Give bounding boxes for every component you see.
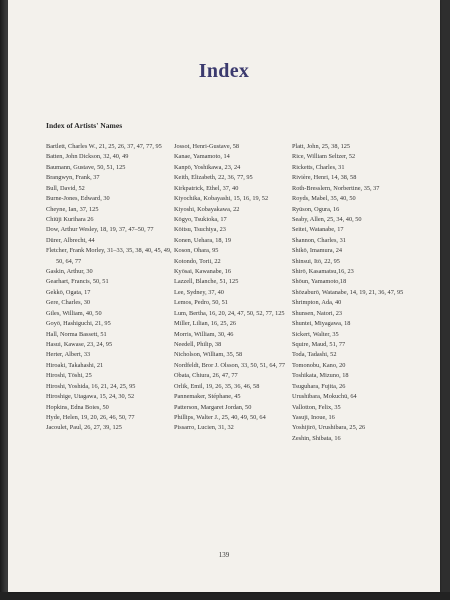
index-entry: Sickert, Walter, 35 [292,330,339,338]
index-entry: Kyōsai, Kawanabe, 16 [174,268,232,276]
index-entry: Kirkpatrick, Ethel, 37, 40 [174,184,239,192]
index-column-3 [292,142,420,444]
index-entry: Platt, John, 25, 38, 125 [292,143,351,150]
index-entry: Fletcher, Frank Morley, 31–33, 35, 38, 40, 45, 49, 50, 64, 77 [46,247,172,265]
index-entry: Lemos, Pedro, 50, 51 [174,299,228,307]
index-entry: Nicholson, William, 35, 58 [174,351,243,359]
index-entry: Kanae, Yamamoto, 14 [174,153,230,161]
page-title: Index [198,60,250,82]
index-entry: Burne-Jones, Edward, 30 [46,195,110,203]
book-page [8,0,440,592]
index-entry: Zeshin, Shibata, 16 [292,434,341,442]
index-entry: Pissarro, Lucien, 31, 32 [174,424,234,432]
index-entry: Shrimpton, Ada, 40 [292,299,342,307]
index-entry: Seaby, Allen, 25, 34, 40, 50 [292,215,362,223]
index-entry: Cheyne, Ian, 37, 125 [46,205,99,213]
index-entry: Jossot, Henri-Gustave, 58 [174,143,240,150]
index-entry: Toda, Tadashi, 52 [292,351,337,359]
index-entry: Hyde, Helen, 19, 20, 26, 46, 50, 77 [46,413,135,421]
index-entry: Tomonobu, Kano, 20 [292,361,346,369]
index-entry: Shinsui, Itō, 22, 95 [292,257,340,265]
index-entry: Kotondo, Torii, 22 [174,257,221,265]
index-entry: Shunsen, Natori, 23 [292,309,343,317]
index-entry: Hiroshi, Yoshida, 16, 21, 24, 25, 95 [46,382,136,390]
index-entry: Needell, Philip, 38 [174,341,222,349]
index-entry: Obata, Chiura, 26, 47, 77 [174,372,238,380]
index-entry: Miller, Lilian, 16, 25, 26 [174,320,237,328]
index-entry: Hiroshi, Tōshi, 25 [46,372,92,380]
index-entry: Vallotton, Felix, 35 [292,403,341,411]
index-entry: Lee, Sydney, 37, 40 [174,288,224,296]
index-entry: Dürer, Albrecht, 44 [46,236,95,244]
index-entry: Brangwyn, Frank, 37 [46,174,100,182]
index-entry: Hiroaki, Takahashi, 21 [46,361,104,369]
index-entry: Bartlett, Charles W., 21, 25, 26, 37, 47, 77, 95 [46,143,162,150]
index-entry: Yasuji, Inoue, 16 [292,413,335,421]
index-entry: Hopkins, Edna Boies, 50 [46,403,109,411]
index-entry: Lazzell, Blanche, 51, 125 [174,278,239,286]
index-entry: Toshikata, Mizuno, 18 [292,372,349,380]
index-entry: Shōun, Yamamoto,18 [292,278,347,286]
index-entry: Yoshijirō, Urushibara, 25, 26 [292,424,366,432]
index-entry: Jacoulet, Paul, 26, 27, 39, 125 [46,424,122,432]
index-entry: Shuntei, Miyagawa, 18 [292,320,351,328]
index-entry: Orlik, Emil, 19, 26, 35, 36, 46, 58 [174,382,260,390]
index-entry: Bull, David, 52 [46,184,85,192]
index-entry: Phillips, Walter J., 25, 40, 49, 50, 64 [174,413,266,421]
index-entry: Hiroshige, Utagawa, 15, 24, 30, 52 [46,393,135,401]
index-entry: Royds, Mabel, 35, 40, 50 [292,195,356,203]
index-entry: Keith, Elizabeth, 22, 36, 77, 95 [174,174,253,182]
index-entry: Gere, Charles, 30 [46,299,91,307]
index-entry: Shannon, Charles, 31 [292,236,346,244]
index-entry: Gaskin, Arthur, 30 [46,268,93,276]
index-entry: Urushibara, Mokuchū, 64 [292,393,357,401]
index-entry: Kanpō, Yoshikawa, 23, 24 [174,163,241,171]
index-entry: Rice, William Seltzer, 52 [292,153,356,161]
index-column-2 [174,142,302,434]
index-entry: Nordfeldt, Bror J. Olsson, 33, 50, 51, 64, 77 [174,361,286,369]
index-entry: Goyō, Hashiguchi, 21, 95 [46,320,111,328]
index-entry: Rivière, Henri, 14, 38, 58 [292,174,357,182]
index-entry: Ricketts, Charles, 31 [292,163,345,171]
index-entry: Koson, Ohara, 95 [174,247,219,255]
index-entry: Herter, Albert, 33 [46,351,91,359]
index-entry: Kōgyo, Tsukioka, 17 [174,215,227,223]
index-entry: Dow, Arthur Wesley, 18, 19, 37, 47–50, 77 [46,226,154,234]
index-entry: Gekkō, Ogata, 17 [46,288,91,296]
scan-border [0,592,450,600]
index-column-1 [46,142,174,434]
page-number: 139 [218,551,230,559]
index-entry: Squire, Maud, 51, 77 [292,341,346,349]
index-entry: Hasui, Kawase, 23, 24, 95 [46,341,113,349]
index-entry: Batten, John Dickson, 32, 40, 49 [46,153,129,161]
index-entry: Gearhart, Francis, 50, 51 [46,278,109,286]
index-entry: Kiyoshi, Kobayakawa, 22 [174,205,240,213]
index-entry: Giles, William, 40, 50 [46,309,102,317]
index-entry: Shikō, Imamura, 24 [292,247,343,255]
index-entry: Shōzaburō, Watanabe, 14, 19, 21, 36, 47, 95 [292,288,404,296]
index-entry: Morris, William, 30, 46 [174,330,234,338]
index-entry: Baumann, Gustave, 50, 51, 125 [46,163,126,171]
index-entry: Shirō, Kasamatsu,16, 23 [292,268,354,276]
index-entry: Chiūji Kurihara 26 [46,215,94,223]
index-entry: Seitei, Watanabe, 17 [292,226,344,234]
index-entry: Tsuguhara, Fujita, 26 [292,382,346,390]
index-entry: Pannemaker, Stéphane, 45 [174,393,241,401]
index-entry: Kōitsu, Tsuchiya, 23 [174,226,226,234]
book-spine-edge [0,0,8,600]
index-entry: Patterson, Margaret Jordan, 50 [174,403,252,411]
index-entry: Ryūson, Ogura, 16 [292,205,340,213]
index-entry: Kiyochika, Kobayashi, 15, 16, 19, 52 [174,195,269,203]
index-entry: Roth-Bresslern, Norbertine, 35, 37 [292,184,380,192]
section-heading: Index of Artists' Names [46,121,123,130]
index-entry: Konen, Uehara, 18, 19 [174,236,232,244]
index-entry: Lum, Bertha, 16, 20, 24, 47, 50, 52, 77, 125 [174,309,285,317]
index-entry: Hall, Norma Bassett, 51 [46,330,107,338]
